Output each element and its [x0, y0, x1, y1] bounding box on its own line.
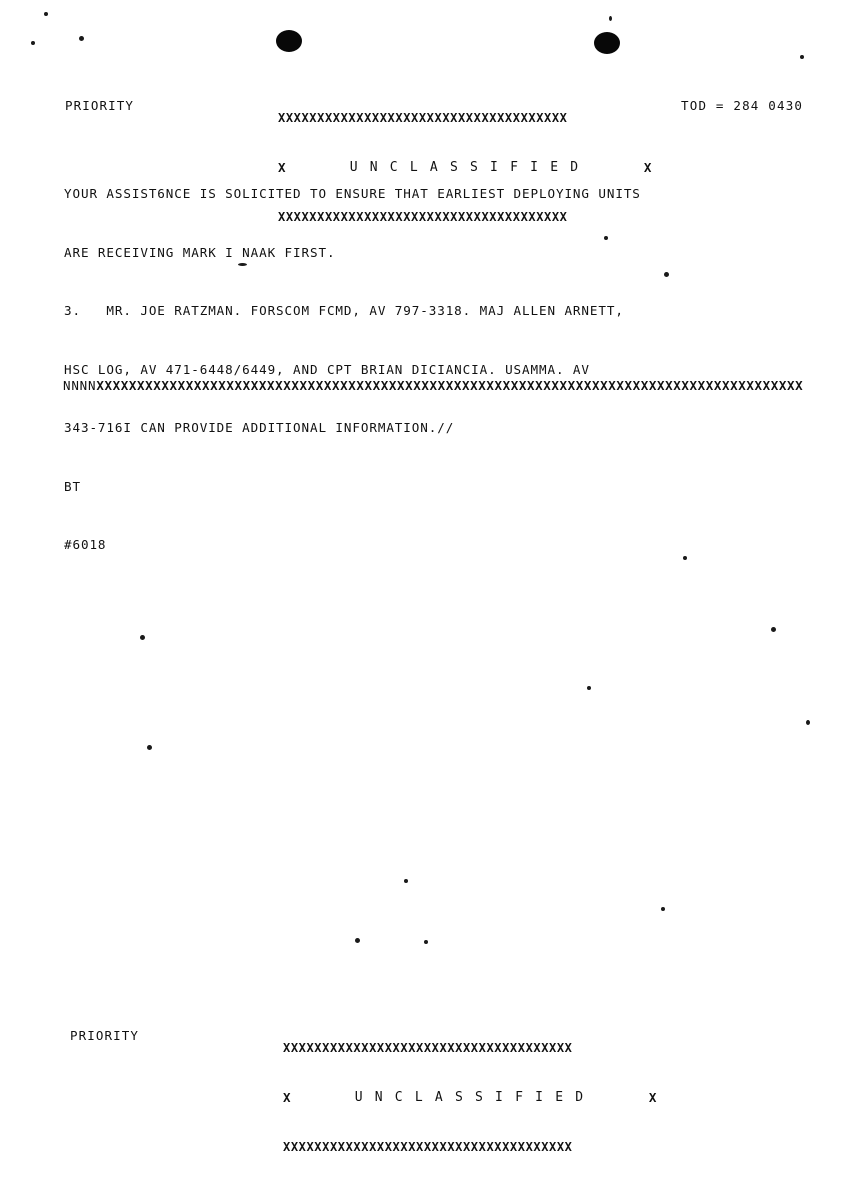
- top-banner-bottom-line: XXXXXXXXXXXXXXXXXXXXXXXXXXXXXXXXXXXXX: [278, 210, 568, 225]
- bottom-banner-left-mark: X: [283, 1090, 292, 1106]
- speck: [771, 627, 776, 632]
- top-banner-left-mark: X: [278, 160, 287, 176]
- speck: [664, 272, 669, 277]
- bottom-classification-banner: [283, 1008, 657, 1188]
- speck: [806, 720, 810, 725]
- body-line: HSC LOG, AV 471-6448/6449, AND CPT BRIAN DICIANCIA. USAMMA. AV: [64, 361, 590, 377]
- body-line: ARE RECEIVING MARK I NAAK FIRST.: [64, 244, 336, 260]
- nnnn-prefix: NNNN: [63, 378, 97, 393]
- speck: [587, 686, 591, 690]
- speck: [31, 41, 35, 45]
- speck: [404, 879, 408, 883]
- speck: [147, 745, 152, 750]
- body-line: YOUR ASSIST6NCE IS SOLICITED TO ENSURE THAT EARLIEST DEPLOYING UNITS: [64, 186, 641, 201]
- body-line: 3. MR. JOE RATZMAN. FORSCOM FCMD, AV 797-3318. MAJ ALLEN ARNETT,: [64, 303, 624, 318]
- punch-hole-right: [594, 32, 620, 54]
- top-banner-classification-text: U N C L A S S I F I E D: [349, 159, 581, 175]
- bottom-priority-label: PRIORITY: [70, 1028, 140, 1043]
- top-banner-top-line: XXXXXXXXXXXXXXXXXXXXXXXXXXXXXXXXXXXXX: [278, 110, 568, 125]
- top-banner-right-mark: X: [643, 160, 652, 176]
- body-line: #6018: [64, 537, 107, 552]
- top-priority-label: PRIORITY: [65, 98, 135, 113]
- nnnn-separator-row: [63, 378, 803, 393]
- speck: [44, 12, 48, 16]
- body-line: 343-716I CAN PROVIDE ADDITIONAL INFORMATION.//: [64, 420, 455, 435]
- speck: [140, 635, 145, 640]
- bottom-banner-classification-text: U N C L A S S I F I E D: [354, 1089, 586, 1105]
- tod-value: TOD = 284 0430: [681, 98, 804, 113]
- nnnn-x-run: XXXXXXXXXXXXXXXXXXXXXXXXXXXXXXXXXXXXXXXXXXXXXXXXXXXXXXXXXXXXXXXXXXXXXXXXXXXXXXXXXXXXXXX: [96, 378, 804, 393]
- bottom-banner-top-line: XXXXXXXXXXXXXXXXXXXXXXXXXXXXXXXXXXXXX: [283, 1040, 573, 1055]
- speck: [79, 36, 84, 41]
- speck: [800, 55, 804, 59]
- bottom-banner-right-mark: X: [648, 1090, 657, 1106]
- speck: [355, 938, 360, 943]
- punch-hole-left: [276, 30, 302, 52]
- speck: [424, 940, 428, 944]
- body-line: BT: [64, 478, 81, 494]
- speck: [683, 556, 687, 560]
- bottom-banner-classification-row: [283, 1088, 657, 1108]
- speck: [609, 16, 612, 21]
- bottom-banner-bottom-line: XXXXXXXXXXXXXXXXXXXXXXXXXXXXXXXXXXXXX: [283, 1140, 573, 1155]
- speck: [661, 907, 665, 911]
- message-body: [64, 145, 641, 594]
